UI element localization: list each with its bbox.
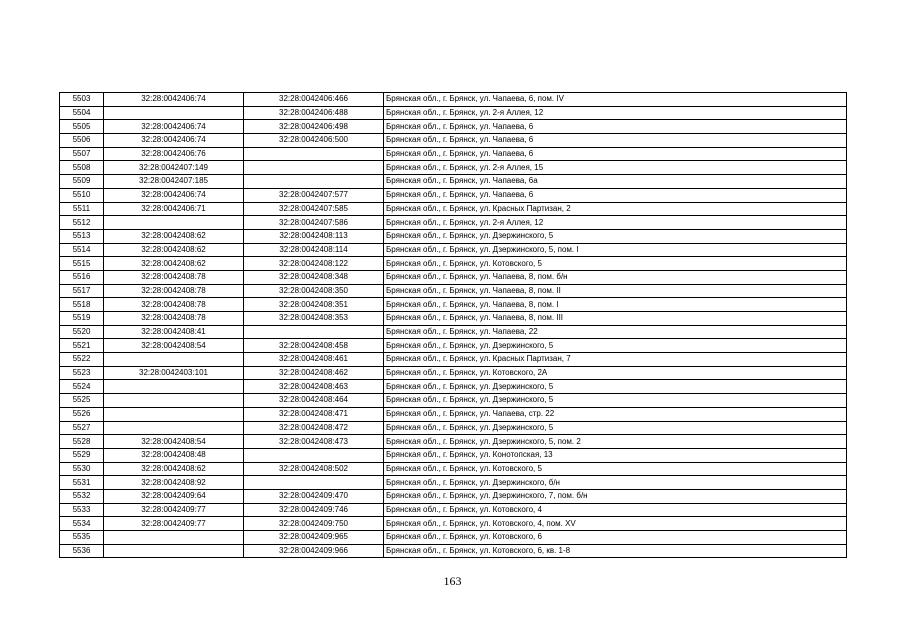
table-row: [60, 312, 847, 326]
land-cadastral-number-cell: 32:28:0042408:48: [104, 448, 244, 462]
building-cadastral-number-cell: [244, 325, 384, 339]
table-row: [60, 476, 847, 490]
row-number-cell: 5515: [60, 257, 104, 271]
row-number-cell: 5530: [60, 462, 104, 476]
row-number-cell: 5521: [60, 339, 104, 353]
building-cadastral-number-cell: 32:28:0042408:350: [244, 284, 384, 298]
table-row: [60, 462, 847, 476]
table-row: [60, 188, 847, 202]
table-row: [60, 134, 847, 148]
land-cadastral-number-cell: [104, 394, 244, 408]
address-cell: Брянская обл., г. Брянск, ул. Котовского, 5: [384, 257, 847, 271]
address-cell: Брянская обл., г. Брянск, ул. Дзержинского, 5: [384, 380, 847, 394]
table-row: [60, 147, 847, 161]
building-cadastral-number-cell: [244, 147, 384, 161]
land-cadastral-number-cell: 32:28:0042407:149: [104, 161, 244, 175]
address-cell: Брянская обл., г. Брянск, ул. 2-я Аллея, 12: [384, 216, 847, 230]
building-cadastral-number-cell: 32:28:0042408:351: [244, 298, 384, 312]
building-cadastral-number-cell: 32:28:0042407:577: [244, 188, 384, 202]
building-cadastral-number-cell: 32:28:0042407:586: [244, 216, 384, 230]
table-row: [60, 298, 847, 312]
building-cadastral-number-cell: [244, 476, 384, 490]
address-cell: Брянская обл., г. Брянск, ул. Красных Партизан, 7: [384, 353, 847, 367]
row-number-cell: 5520: [60, 325, 104, 339]
land-cadastral-number-cell: 32:28:0042408:54: [104, 435, 244, 449]
row-number-cell: 5513: [60, 229, 104, 243]
address-cell: Брянская обл., г. Брянск, ул. 2-я Аллея, 12: [384, 106, 847, 120]
table-row: [60, 339, 847, 353]
building-cadastral-number-cell: 32:28:0042408:461: [244, 353, 384, 367]
land-cadastral-number-cell: [104, 421, 244, 435]
land-cadastral-number-cell: 32:28:0042406:74: [104, 93, 244, 107]
table-row: [60, 448, 847, 462]
address-cell: Брянская обл., г. Брянск, ул. Дзержинского, б/н: [384, 476, 847, 490]
address-cell: Брянская обл., г. Брянск, ул. Дзержинского, 5: [384, 339, 847, 353]
building-cadastral-number-cell: 32:28:0042409:966: [244, 544, 384, 558]
land-cadastral-number-cell: 32:28:0042408:78: [104, 270, 244, 284]
land-cadastral-number-cell: 32:28:0042409:77: [104, 503, 244, 517]
address-cell: Брянская обл., г. Брянск, ул. Котовского, 6: [384, 531, 847, 545]
property-table: [59, 92, 847, 558]
table-row: [60, 380, 847, 394]
address-cell: Брянская обл., г. Брянск, ул. Чапаева, 8, пом. II: [384, 284, 847, 298]
row-number-cell: 5503: [60, 93, 104, 107]
address-cell: Брянская обл., г. Брянск, ул. Дзержинского, 5, пом. 2: [384, 435, 847, 449]
land-cadastral-number-cell: 32:28:0042406:71: [104, 202, 244, 216]
building-cadastral-number-cell: 32:28:0042409:750: [244, 517, 384, 531]
building-cadastral-number-cell: 32:28:0042406:488: [244, 106, 384, 120]
row-number-cell: 5534: [60, 517, 104, 531]
address-cell: Брянская обл., г. Брянск, ул. Чапаева, 6: [384, 188, 847, 202]
address-cell: Брянская обл., г. Брянск, ул. Красных Партизан, 2: [384, 202, 847, 216]
address-cell: Брянская обл., г. Брянск, ул. Чапаева, 22: [384, 325, 847, 339]
land-cadastral-number-cell: 32:28:0042408:78: [104, 284, 244, 298]
row-number-cell: 5526: [60, 407, 104, 421]
row-number-cell: 5524: [60, 380, 104, 394]
building-cadastral-number-cell: 32:28:0042409:470: [244, 489, 384, 503]
land-cadastral-number-cell: 32:28:0042408:62: [104, 229, 244, 243]
building-cadastral-number-cell: 32:28:0042408:463: [244, 380, 384, 394]
table-row: [60, 270, 847, 284]
row-number-cell: 5516: [60, 270, 104, 284]
address-cell: Брянская обл., г. Брянск, ул. Котовского, 6, кв. 1-8: [384, 544, 847, 558]
building-cadastral-number-cell: 32:28:0042408:122: [244, 257, 384, 271]
table-row: [60, 216, 847, 230]
table-row: [60, 353, 847, 367]
table-row: [60, 161, 847, 175]
building-cadastral-number-cell: 32:28:0042406:466: [244, 93, 384, 107]
row-number-cell: 5528: [60, 435, 104, 449]
land-cadastral-number-cell: 32:28:0042408:54: [104, 339, 244, 353]
row-number-cell: 5511: [60, 202, 104, 216]
land-cadastral-number-cell: [104, 544, 244, 558]
row-number-cell: 5519: [60, 312, 104, 326]
row-number-cell: 5536: [60, 544, 104, 558]
row-number-cell: 5529: [60, 448, 104, 462]
table-row: [60, 120, 847, 134]
row-number-cell: 5525: [60, 394, 104, 408]
land-cadastral-number-cell: 32:28:0042406:74: [104, 134, 244, 148]
address-cell: Брянская обл., г. Брянск, ул. Дзержинского, 5: [384, 229, 847, 243]
building-cadastral-number-cell: 32:28:0042408:502: [244, 462, 384, 476]
building-cadastral-number-cell: 32:28:0042406:500: [244, 134, 384, 148]
address-cell: Брянская обл., г. Брянск, ул. Дзержинского, 5: [384, 394, 847, 408]
land-cadastral-number-cell: [104, 216, 244, 230]
table-row: [60, 517, 847, 531]
address-cell: Брянская обл., г. Брянск, ул. Чапаева, 8, пом. III: [384, 312, 847, 326]
address-cell: Брянская обл., г. Брянск, ул. Чапаева, 6а: [384, 175, 847, 189]
row-number-cell: 5523: [60, 366, 104, 380]
table-row: [60, 394, 847, 408]
table-row: [60, 257, 847, 271]
building-cadastral-number-cell: 32:28:0042408:353: [244, 312, 384, 326]
address-cell: Брянская обл., г. Брянск, ул. Чапаева, 6, пом. IV: [384, 93, 847, 107]
land-cadastral-number-cell: 32:28:0042407:185: [104, 175, 244, 189]
land-cadastral-number-cell: [104, 407, 244, 421]
building-cadastral-number-cell: 32:28:0042408:113: [244, 229, 384, 243]
land-cadastral-number-cell: [104, 106, 244, 120]
land-cadastral-number-cell: 32:28:0042408:78: [104, 298, 244, 312]
address-cell: Брянская обл., г. Брянск, ул. Котовского, 4, пом. XV: [384, 517, 847, 531]
table-row: [60, 503, 847, 517]
address-cell: Брянская обл., г. Брянск, ул. Чапаева, 6: [384, 134, 847, 148]
building-cadastral-number-cell: 32:28:0042408:458: [244, 339, 384, 353]
row-number-cell: 5532: [60, 489, 104, 503]
table-row: [60, 106, 847, 120]
table-row: [60, 366, 847, 380]
table-row: [60, 435, 847, 449]
address-cell: Брянская обл., г. Брянск, ул. Котовского, 2А: [384, 366, 847, 380]
address-cell: Брянская обл., г. Брянск, ул. Чапаева, 6: [384, 120, 847, 134]
address-cell: Брянская обл., г. Брянск, ул. Чапаева, 6: [384, 147, 847, 161]
table-row: [60, 421, 847, 435]
row-number-cell: 5522: [60, 353, 104, 367]
address-cell: Брянская обл., г. Брянск, ул. 2-я Аллея, 15: [384, 161, 847, 175]
row-number-cell: 5512: [60, 216, 104, 230]
row-number-cell: 5505: [60, 120, 104, 134]
land-cadastral-number-cell: 32:28:0042406:74: [104, 120, 244, 134]
building-cadastral-number-cell: [244, 448, 384, 462]
table-row: [60, 407, 847, 421]
address-cell: Брянская обл., г. Брянск, ул. Чапаева, стр. 22: [384, 407, 847, 421]
land-cadastral-number-cell: 32:28:0042408:62: [104, 462, 244, 476]
table-row: [60, 243, 847, 257]
building-cadastral-number-cell: 32:28:0042409:746: [244, 503, 384, 517]
building-cadastral-number-cell: 32:28:0042406:498: [244, 120, 384, 134]
building-cadastral-number-cell: 32:28:0042408:348: [244, 270, 384, 284]
land-cadastral-number-cell: 32:28:0042403:101: [104, 366, 244, 380]
row-number-cell: 5508: [60, 161, 104, 175]
building-cadastral-number-cell: 32:28:0042408:472: [244, 421, 384, 435]
row-number-cell: 5507: [60, 147, 104, 161]
property-table-body: [60, 93, 847, 558]
table-row: [60, 229, 847, 243]
address-cell: Брянская обл., г. Брянск, ул. Дзержинского, 5, пом. I: [384, 243, 847, 257]
address-cell: Брянская обл., г. Брянск, ул. Конотопская, 13: [384, 448, 847, 462]
table-row: [60, 325, 847, 339]
building-cadastral-number-cell: 32:28:0042408:471: [244, 407, 384, 421]
row-number-cell: 5533: [60, 503, 104, 517]
table-row: [60, 93, 847, 107]
row-number-cell: 5506: [60, 134, 104, 148]
table-row: [60, 489, 847, 503]
building-cadastral-number-cell: 32:28:0042408:462: [244, 366, 384, 380]
table-row: [60, 531, 847, 545]
land-cadastral-number-cell: 32:28:0042408:78: [104, 312, 244, 326]
land-cadastral-number-cell: 32:28:0042406:74: [104, 188, 244, 202]
row-number-cell: 5517: [60, 284, 104, 298]
land-cadastral-number-cell: 32:28:0042409:64: [104, 489, 244, 503]
row-number-cell: 5531: [60, 476, 104, 490]
building-cadastral-number-cell: 32:28:0042408:114: [244, 243, 384, 257]
building-cadastral-number-cell: 32:28:0042408:473: [244, 435, 384, 449]
row-number-cell: 5509: [60, 175, 104, 189]
row-number-cell: 5518: [60, 298, 104, 312]
address-cell: Брянская обл., г. Брянск, ул. Дзержинского, 5: [384, 421, 847, 435]
land-cadastral-number-cell: [104, 531, 244, 545]
address-cell: Брянская обл., г. Брянск, ул. Котовского, 5: [384, 462, 847, 476]
address-cell: Брянская обл., г. Брянск, ул. Дзержинского, 7, пом. б/н: [384, 489, 847, 503]
table-row: [60, 202, 847, 216]
land-cadastral-number-cell: 32:28:0042408:62: [104, 257, 244, 271]
building-cadastral-number-cell: [244, 161, 384, 175]
address-cell: Брянская обл., г. Брянск, ул. Котовского, 4: [384, 503, 847, 517]
building-cadastral-number-cell: 32:28:0042408:464: [244, 394, 384, 408]
land-cadastral-number-cell: [104, 353, 244, 367]
land-cadastral-number-cell: 32:28:0042408:92: [104, 476, 244, 490]
table-row: [60, 175, 847, 189]
row-number-cell: 5527: [60, 421, 104, 435]
row-number-cell: 5510: [60, 188, 104, 202]
table-row: [60, 544, 847, 558]
land-cadastral-number-cell: 32:28:0042406:76: [104, 147, 244, 161]
land-cadastral-number-cell: 32:28:0042408:62: [104, 243, 244, 257]
row-number-cell: 5504: [60, 106, 104, 120]
land-cadastral-number-cell: [104, 380, 244, 394]
address-cell: Брянская обл., г. Брянск, ул. Чапаева, 8, пом. I: [384, 298, 847, 312]
land-cadastral-number-cell: 32:28:0042408:41: [104, 325, 244, 339]
address-cell: Брянская обл., г. Брянск, ул. Чапаева, 8, пом. б/н: [384, 270, 847, 284]
row-number-cell: 5514: [60, 243, 104, 257]
building-cadastral-number-cell: 32:28:0042407:585: [244, 202, 384, 216]
building-cadastral-number-cell: [244, 175, 384, 189]
table-row: [60, 284, 847, 298]
land-cadastral-number-cell: 32:28:0042409:77: [104, 517, 244, 531]
building-cadastral-number-cell: 32:28:0042409:965: [244, 531, 384, 545]
page-number: 163: [443, 574, 462, 588]
row-number-cell: 5535: [60, 531, 104, 545]
